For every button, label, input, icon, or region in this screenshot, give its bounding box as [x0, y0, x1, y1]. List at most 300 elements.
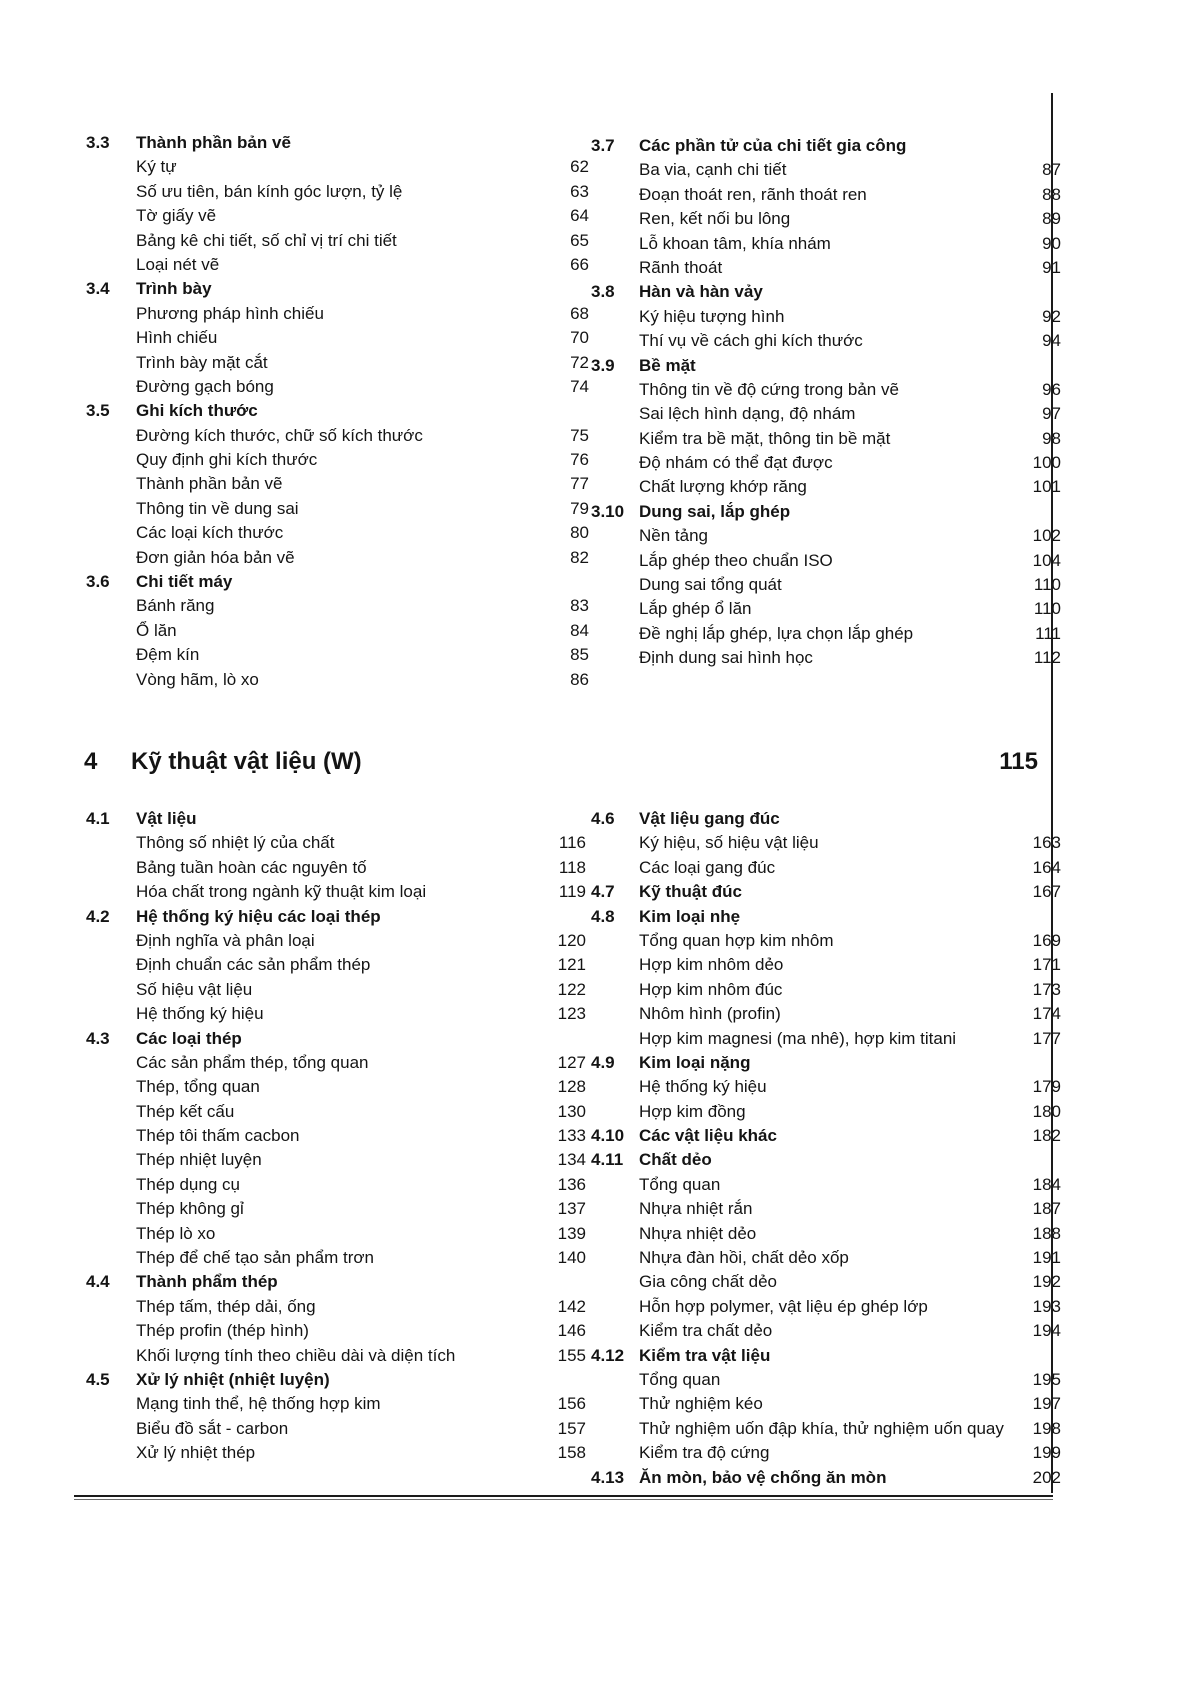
toc-entry: [86, 375, 589, 399]
toc-section-number: 3.10: [591, 501, 625, 521]
toc-entry-label: Độ nhám có thể đạt được: [639, 453, 833, 473]
toc-page-number: 92: [1042, 306, 1061, 326]
toc-entry-label: Thép profin (thép hình): [136, 1321, 309, 1341]
toc-section-number: 3.4: [86, 279, 110, 299]
toc-entry-label: Ổ lăn: [136, 620, 177, 640]
toc-entry-label: Kiểm tra chất dẻo: [639, 1321, 773, 1341]
toc-entry-label: Hóa chất trong ngành kỹ thuật kim loại: [136, 882, 427, 902]
toc-entry: [86, 643, 589, 667]
toc-entry: [86, 880, 586, 904]
toc-entry: [591, 646, 1061, 670]
toc-page-number: 74: [570, 376, 589, 396]
toc-entry-label: Ký hiệu, số hiệu vật liệu: [639, 833, 819, 853]
toc-page-number: 123: [557, 1004, 586, 1024]
toc-page-number: 179: [1032, 1077, 1061, 1097]
toc-page-number: 112: [1033, 648, 1061, 668]
toc-page-number: 94: [1042, 331, 1061, 351]
toc-section-heading: [86, 1368, 586, 1392]
toc-entry-label: Rãnh thoát: [639, 257, 723, 277]
toc-page-number: 157: [557, 1418, 586, 1438]
toc-entry: [591, 1027, 1061, 1051]
toc-section-heading: [591, 905, 1061, 929]
toc-entry-label: Lỗ khoan tâm, khía nhám: [639, 233, 831, 253]
toc-entry: [591, 1246, 1061, 1270]
toc-entry: [86, 326, 589, 350]
toc-entry: [591, 329, 1061, 353]
toc-entry-label: Xử lý nhiệt thép: [136, 1443, 256, 1463]
toc-section-heading: [591, 1051, 1061, 1075]
toc-entry-label: Nhựa nhiệt dẻo: [639, 1223, 757, 1243]
toc-page-number: 134: [557, 1150, 586, 1170]
toc-entry: [86, 1222, 586, 1246]
toc-entry: [591, 856, 1061, 880]
toc-page-number: 199: [1032, 1443, 1061, 1463]
toc-section-title: Ăn mòn, bảo vệ chống ăn mòn: [639, 1467, 887, 1487]
toc-page-number: 72: [570, 352, 589, 372]
toc-entry: [86, 953, 586, 977]
toc-entry-label: Hợp kim nhôm đúc: [639, 979, 783, 999]
toc-entry-label: Hỗn hợp polymer, vật liệu ép ghép lớp: [639, 1296, 928, 1316]
toc-entry: [86, 497, 589, 521]
toc-page-number: 76: [570, 450, 589, 470]
toc-entry: [86, 302, 589, 326]
toc-section-title: Các loại thép: [136, 1028, 242, 1048]
toc-entry-label: Thí vụ về cách ghi kích thước: [639, 331, 863, 351]
toc-entry: [591, 1441, 1061, 1465]
toc-entry-label: Ký tự: [136, 157, 177, 177]
toc-entry-label: Loại nét vẽ: [136, 254, 220, 274]
toc-page-number: 188: [1032, 1223, 1061, 1243]
toc-page-number: 77: [570, 474, 589, 494]
toc-page-number: 89: [1042, 209, 1061, 229]
toc-page-number: 202: [1032, 1467, 1061, 1487]
toc-section-heading: [591, 1344, 1061, 1368]
toc-page-number: 116: [558, 833, 586, 853]
toc-section-number: 4.9: [591, 1052, 615, 1072]
toc-page-number: 187: [1032, 1199, 1061, 1219]
toc-entry: [591, 831, 1061, 855]
toc-entry: [86, 1173, 586, 1197]
toc-page-number: 146: [557, 1321, 586, 1341]
toc-entry: [591, 475, 1061, 499]
toc-entry-label: Chất lượng khớp răng: [639, 477, 807, 497]
toc-page-number: 110: [1033, 575, 1061, 595]
toc-entry-label: Ren, kết nối bu lông: [639, 209, 791, 229]
toc-entry: [591, 1417, 1061, 1441]
toc-entry: [591, 427, 1061, 451]
toc-entry: [591, 1368, 1061, 1392]
toc-page-number: 63: [570, 181, 589, 201]
toc-entry-label: Nhựa nhiệt rắn: [639, 1199, 753, 1219]
toc-entry: [86, 1100, 586, 1124]
toc-entry-label: Thép dụng cụ: [136, 1174, 240, 1194]
toc-section-heading: [591, 280, 1061, 304]
toc-entry-label: Lắp ghép ổ lăn: [639, 599, 752, 619]
toc-page-number: 120: [557, 930, 586, 950]
toc-entry-label: Kiểm tra bề mặt, thông tin bề mặt: [639, 428, 891, 448]
toc-section-title: Vật liệu gang đúc: [639, 809, 780, 828]
toc-entry: [591, 305, 1061, 329]
toc-entry-label: Tổng quan: [639, 1174, 721, 1194]
toc-entry-label: Thép nhiệt luyện: [136, 1150, 262, 1170]
toc-page-number: 90: [1042, 233, 1061, 253]
toc-entry: [86, 229, 589, 253]
toc-entry: [591, 549, 1061, 573]
bottom-rule: [74, 1495, 1053, 1497]
toc-entry: [591, 256, 1061, 280]
toc-column-lower-left: [86, 807, 586, 1466]
toc-entry-label: Thành phần bản vẽ: [136, 474, 283, 494]
toc-entry-label: Biểu đồ sắt - carbon: [136, 1418, 289, 1438]
toc-entry-label: Các loại gang đúc: [639, 857, 776, 877]
toc-entry-label: Hợp kim đồng: [639, 1101, 746, 1121]
toc-entry: [86, 1002, 586, 1026]
toc-entry-label: Đệm kín: [136, 645, 200, 665]
toc-page-number: 158: [557, 1443, 586, 1463]
toc-entry-label: Phương pháp hình chiếu: [136, 303, 324, 323]
toc-entry-label: Sai lệch hình dạng, độ nhám: [639, 404, 856, 424]
chapter-heading: [84, 748, 1038, 776]
toc-page-number: 86: [570, 669, 589, 689]
toc-page-number: 133: [557, 1126, 586, 1146]
toc-page-number: 197: [1032, 1394, 1061, 1414]
toc-entry-label: Vòng hãm, lò xo: [136, 669, 259, 689]
toc-page-number: 111: [1035, 623, 1061, 643]
toc-page-number: 184: [1032, 1174, 1061, 1194]
toc-section-heading: [591, 500, 1061, 524]
toc-section-heading: [591, 354, 1061, 378]
toc-entry-label: Mạng tinh thể, hệ thống hợp kim: [136, 1394, 381, 1414]
toc-entry: [86, 1295, 586, 1319]
toc-page-number: 80: [570, 523, 589, 543]
toc-entry-label: Số hiệu vật liệu: [136, 979, 253, 999]
toc-entry-label: Ký hiệu tượng hình: [639, 306, 785, 326]
toc-page-number: 75: [570, 425, 589, 445]
toc-section-title: Trình bày: [136, 279, 212, 299]
toc-entry-label: Định chuẩn các sản phẩm thép: [136, 955, 371, 975]
toc-section-heading: [591, 134, 1061, 158]
toc-section-title: Xử lý nhiệt (nhiệt luyện): [136, 1369, 330, 1389]
toc-entry-label: Thép kết cấu: [136, 1101, 235, 1121]
toc-page-number: 65: [570, 230, 589, 250]
toc-section-number: 4.1: [86, 809, 110, 828]
toc-page-number: 155: [557, 1345, 586, 1365]
toc-entry: [591, 402, 1061, 426]
toc-entry-label: Thông tin về độ cứng trong bản vẽ: [639, 379, 899, 399]
toc-page-number: 167: [1032, 882, 1061, 902]
toc-section-number: 3.9: [591, 355, 615, 375]
toc-section-number: 3.5: [86, 401, 110, 421]
toc-section-heading: [86, 277, 589, 301]
toc-entry: [86, 1124, 586, 1148]
toc-section-title: Dung sai, lắp ghép: [639, 501, 791, 521]
toc-entry-label: Tổng quan: [639, 1369, 721, 1389]
toc-section-title: Vật liệu: [136, 809, 197, 828]
toc-entry-label: Tổng quan hợp kim nhôm: [639, 930, 834, 950]
toc-entry: [86, 831, 586, 855]
toc-page-number: 121: [557, 955, 586, 975]
toc-entry: [86, 1246, 586, 1270]
toc-entry: [86, 668, 589, 692]
toc-entry-label: Trình bày mặt cắt: [136, 352, 268, 372]
toc-page-number: 97: [1042, 404, 1061, 424]
toc-page-number: 119: [558, 882, 586, 902]
toc-entry: [86, 1075, 586, 1099]
toc-section-heading: [86, 399, 589, 423]
toc-entry-label: Quy định ghi kích thước: [136, 450, 318, 470]
toc-entry-label: Bánh răng: [136, 596, 215, 616]
toc-page-number: 118: [558, 857, 586, 877]
toc-section-title: Các vật liệu khác: [639, 1126, 777, 1146]
toc-entry-label: Khối lượng tính theo chiều dài và diện tích: [136, 1345, 456, 1365]
toc-entry-label: Thép lò xo: [136, 1223, 216, 1243]
toc-entry-label: Thép tấm, thép dải, ống: [136, 1296, 316, 1316]
toc-entry: [86, 521, 589, 545]
toc-page-number: 156: [557, 1394, 586, 1414]
toc-section-title: Thành phẩm thép: [136, 1272, 278, 1292]
toc-page-number: 174: [1032, 1004, 1061, 1024]
toc-entry: [591, 378, 1061, 402]
toc-entry: [86, 856, 586, 880]
toc-entry: [86, 1392, 586, 1416]
toc-page-number: 169: [1032, 930, 1061, 950]
toc-entry-label: Thông số nhiệt lý của chất: [136, 833, 335, 853]
toc-page-number: 100: [1032, 453, 1061, 473]
toc-page-number: 79: [570, 498, 589, 518]
toc-page-number: 110: [1033, 599, 1061, 619]
toc-section-heading: [86, 1270, 586, 1294]
toc-entry: [591, 1173, 1061, 1197]
toc-entry: [86, 351, 589, 375]
toc-page-number: 194: [1032, 1321, 1061, 1341]
toc-entry: [86, 1319, 586, 1343]
toc-entry-label: Đề nghị lắp ghép, lựa chọn lắp ghép: [639, 623, 914, 643]
toc-entry-label: Các sản phẩm thép, tổng quan: [136, 1052, 369, 1072]
toc-entry: [591, 1100, 1061, 1124]
toc-entry-label: Hệ thống ký hiệu: [136, 1004, 264, 1024]
toc-entry-label: Đoạn thoát ren, rãnh thoát ren: [639, 184, 867, 204]
toc-page-number: 82: [570, 547, 589, 567]
toc-entry-label: Bảng kê chi tiết, số chỉ vị trí chi tiết: [136, 230, 397, 250]
toc-entry-label: Nhựa đàn hồi, chất dẻo xốp: [639, 1248, 849, 1268]
toc-entry-label: Đường gạch bóng: [136, 376, 274, 396]
toc-section-number: 3.8: [591, 282, 615, 302]
toc-section-title: Thành phần bản vẽ: [136, 133, 291, 152]
toc-entry: [591, 207, 1061, 231]
toc-page-number: 84: [570, 620, 589, 640]
toc-entry-label: Gia công chất dẻo: [639, 1272, 777, 1292]
toc-entry: [86, 180, 589, 204]
toc-entry: [591, 158, 1061, 182]
toc-section-number: 4.10: [591, 1126, 625, 1146]
toc-section-number: 4.6: [591, 809, 615, 828]
toc-page-number: 98: [1042, 428, 1061, 448]
toc-page-number: 130: [557, 1101, 586, 1121]
toc-entry: [591, 1295, 1061, 1319]
toc-page-number: 127: [557, 1052, 586, 1072]
toc-entry: [86, 546, 589, 570]
toc-section-title: Ghi kích thước: [136, 401, 258, 421]
toc-section-title: Kim loại nặng: [639, 1052, 751, 1072]
toc-page-number: 70: [570, 328, 589, 348]
toc-section-title: Hệ thống ký hiệu các loại thép: [136, 906, 381, 926]
toc-page-number: 104: [1032, 550, 1061, 570]
toc-entry: [591, 622, 1061, 646]
toc-section-heading: [86, 131, 589, 155]
toc-page-number: 102: [1032, 526, 1061, 546]
toc-section-title: Các phần tử của chi tiết gia công: [639, 136, 907, 155]
toc-entry-label: Bảng tuần hoàn các nguyên tố: [136, 857, 367, 877]
chapter-number: 4: [84, 748, 98, 775]
toc-entry: [86, 155, 589, 179]
toc-entry-label: Định nghĩa và phân loại: [136, 930, 315, 950]
toc-entry: [86, 253, 589, 277]
toc-section-number: 4.11: [591, 1150, 624, 1170]
toc-entry-label: Thép không gỉ: [136, 1199, 244, 1219]
toc-entry: [591, 1197, 1061, 1221]
toc-page-number: 101: [1032, 477, 1061, 497]
toc-section-number: 4.2: [86, 906, 110, 926]
toc-page-number: 83: [570, 596, 589, 616]
toc-entry: [86, 929, 586, 953]
toc-entry: [86, 1417, 586, 1441]
chapter-title: Kỹ thuật vật liệu (W): [131, 748, 362, 775]
toc-page-number: 85: [570, 645, 589, 665]
toc-entry: [591, 929, 1061, 953]
toc-page-number: 182: [1032, 1126, 1061, 1146]
toc-page-number: 62: [570, 157, 589, 177]
toc-section-number: 4.7: [591, 882, 615, 902]
toc-section-heading: [591, 880, 1061, 904]
toc-page-number: 180: [1032, 1101, 1061, 1121]
toc-section-number: 4.8: [591, 906, 615, 926]
toc-entry-label: Nhôm hình (profin): [639, 1004, 781, 1024]
toc-page-number: 193: [1032, 1296, 1061, 1316]
toc-section-title: Kiểm tra vật liệu: [639, 1345, 771, 1365]
toc-section-number: 4.3: [86, 1028, 110, 1048]
toc-entry-label: Thông tin về dung sai: [136, 498, 299, 518]
toc-page-number: 96: [1042, 379, 1061, 399]
toc-entry-label: Tờ giấy vẽ: [136, 206, 217, 226]
toc-page-number: 137: [557, 1199, 586, 1219]
toc-page-number: 140: [557, 1248, 586, 1268]
toc-section-number: 4.4: [86, 1272, 110, 1292]
toc-entry: [591, 1222, 1061, 1246]
toc-entry: [591, 573, 1061, 597]
toc-entry: [86, 204, 589, 228]
chapter-page: 115: [999, 748, 1038, 775]
toc-page-number: 142: [557, 1296, 586, 1316]
toc-entry-label: Hợp kim nhôm dẻo: [639, 955, 784, 975]
toc-column-lower-right: [591, 807, 1061, 1490]
toc-entry: [591, 451, 1061, 475]
toc-entry: [591, 597, 1061, 621]
toc-page-number: 88: [1042, 184, 1061, 204]
toc-entry-label: Thử nghiệm kéo: [639, 1394, 763, 1414]
toc-column-upper-right: [591, 134, 1061, 671]
toc-page-number: 171: [1032, 955, 1061, 975]
toc-page-number: 195: [1032, 1369, 1061, 1389]
toc-entry: [591, 1319, 1061, 1343]
toc-section-number: 3.3: [86, 133, 110, 152]
toc-section-heading: [591, 807, 1061, 831]
toc-entry: [86, 1051, 586, 1075]
toc-entry-label: Thép để chế tạo sản phẩm trơn: [136, 1248, 374, 1268]
toc-page-number: 139: [557, 1223, 586, 1243]
toc-section-number: 3.7: [591, 136, 615, 155]
toc-section-title: Hàn và hàn vảy: [639, 282, 763, 302]
toc-page-number: 173: [1032, 979, 1061, 999]
toc-entry: [591, 953, 1061, 977]
toc-entry-label: Hệ thống ký hiệu: [639, 1077, 767, 1097]
toc-entry: [591, 183, 1061, 207]
toc-entry-label: Ba via, cạnh chi tiết: [639, 160, 787, 180]
toc-entry-label: Đơn giản hóa bản vẽ: [136, 547, 295, 567]
toc-entry: [591, 524, 1061, 548]
toc-section-heading: [86, 1027, 586, 1051]
toc-entry: [591, 1002, 1061, 1026]
toc-section-title: Kim loại nhẹ: [639, 906, 741, 926]
toc-entry: [591, 1075, 1061, 1099]
toc-page-number: 128: [557, 1077, 586, 1097]
toc-page-number: 163: [1032, 833, 1061, 853]
toc-entry-label: Lắp ghép theo chuẩn ISO: [639, 550, 833, 570]
toc-page-number: 198: [1032, 1418, 1061, 1438]
toc-page-number: 91: [1042, 257, 1061, 277]
toc-entry-label: Thép tôi thấm cacbon: [136, 1126, 300, 1146]
toc-page-number: 66: [570, 254, 589, 274]
toc-entry: [86, 978, 586, 1002]
toc-page-number: 191: [1032, 1248, 1061, 1268]
toc-entry: [86, 424, 589, 448]
toc-entry: [86, 1441, 586, 1465]
toc-entry-label: Dung sai tổng quát: [639, 575, 782, 595]
toc-entry: [86, 1344, 586, 1368]
toc-entry: [86, 619, 589, 643]
toc-section-number: 4.5: [86, 1369, 110, 1389]
toc-page-number: 87: [1042, 160, 1061, 180]
toc-page-number: 68: [570, 303, 589, 323]
toc-page-number: 122: [557, 979, 586, 999]
toc-entry: [86, 1148, 586, 1172]
toc-entry: [86, 472, 589, 496]
toc-entry-label: Hình chiếu: [136, 328, 218, 348]
toc-entry-label: Hợp kim magnesi (ma nhê), hợp kim titani: [639, 1028, 957, 1048]
toc-entry: [591, 1270, 1061, 1294]
toc-section-number: 4.12: [591, 1345, 625, 1365]
toc-entry-label: Số ưu tiên, bán kính góc lượn, tỷ lệ: [136, 181, 403, 201]
toc-entry-label: Thép, tổng quan: [136, 1077, 260, 1097]
toc-entry-label: Kiểm tra độ cứng: [639, 1443, 770, 1463]
toc-page-number: 192: [1032, 1272, 1061, 1292]
toc-section-heading: [591, 1124, 1061, 1148]
toc-section-title: Bề mặt: [639, 355, 696, 375]
toc-entry: [591, 978, 1061, 1002]
toc-entry: [86, 594, 589, 618]
toc-page-number: 64: [570, 206, 589, 226]
toc-section-heading: [86, 905, 586, 929]
toc-entry: [591, 232, 1061, 256]
toc-entry-label: Thử nghiệm uốn đập khía, thử nghiệm uốn quay: [639, 1418, 1004, 1438]
toc-section-heading: [591, 1466, 1061, 1490]
toc-entry-label: Các loại kích thước: [136, 523, 284, 543]
toc-entry-label: Định dung sai hình học: [639, 648, 813, 668]
toc-page-number: 164: [1032, 857, 1061, 877]
toc-section-number: 4.13: [591, 1467, 625, 1487]
toc-column-upper-left: [86, 131, 589, 692]
toc-page-number: 136: [557, 1174, 586, 1194]
toc-entry: [86, 1197, 586, 1221]
